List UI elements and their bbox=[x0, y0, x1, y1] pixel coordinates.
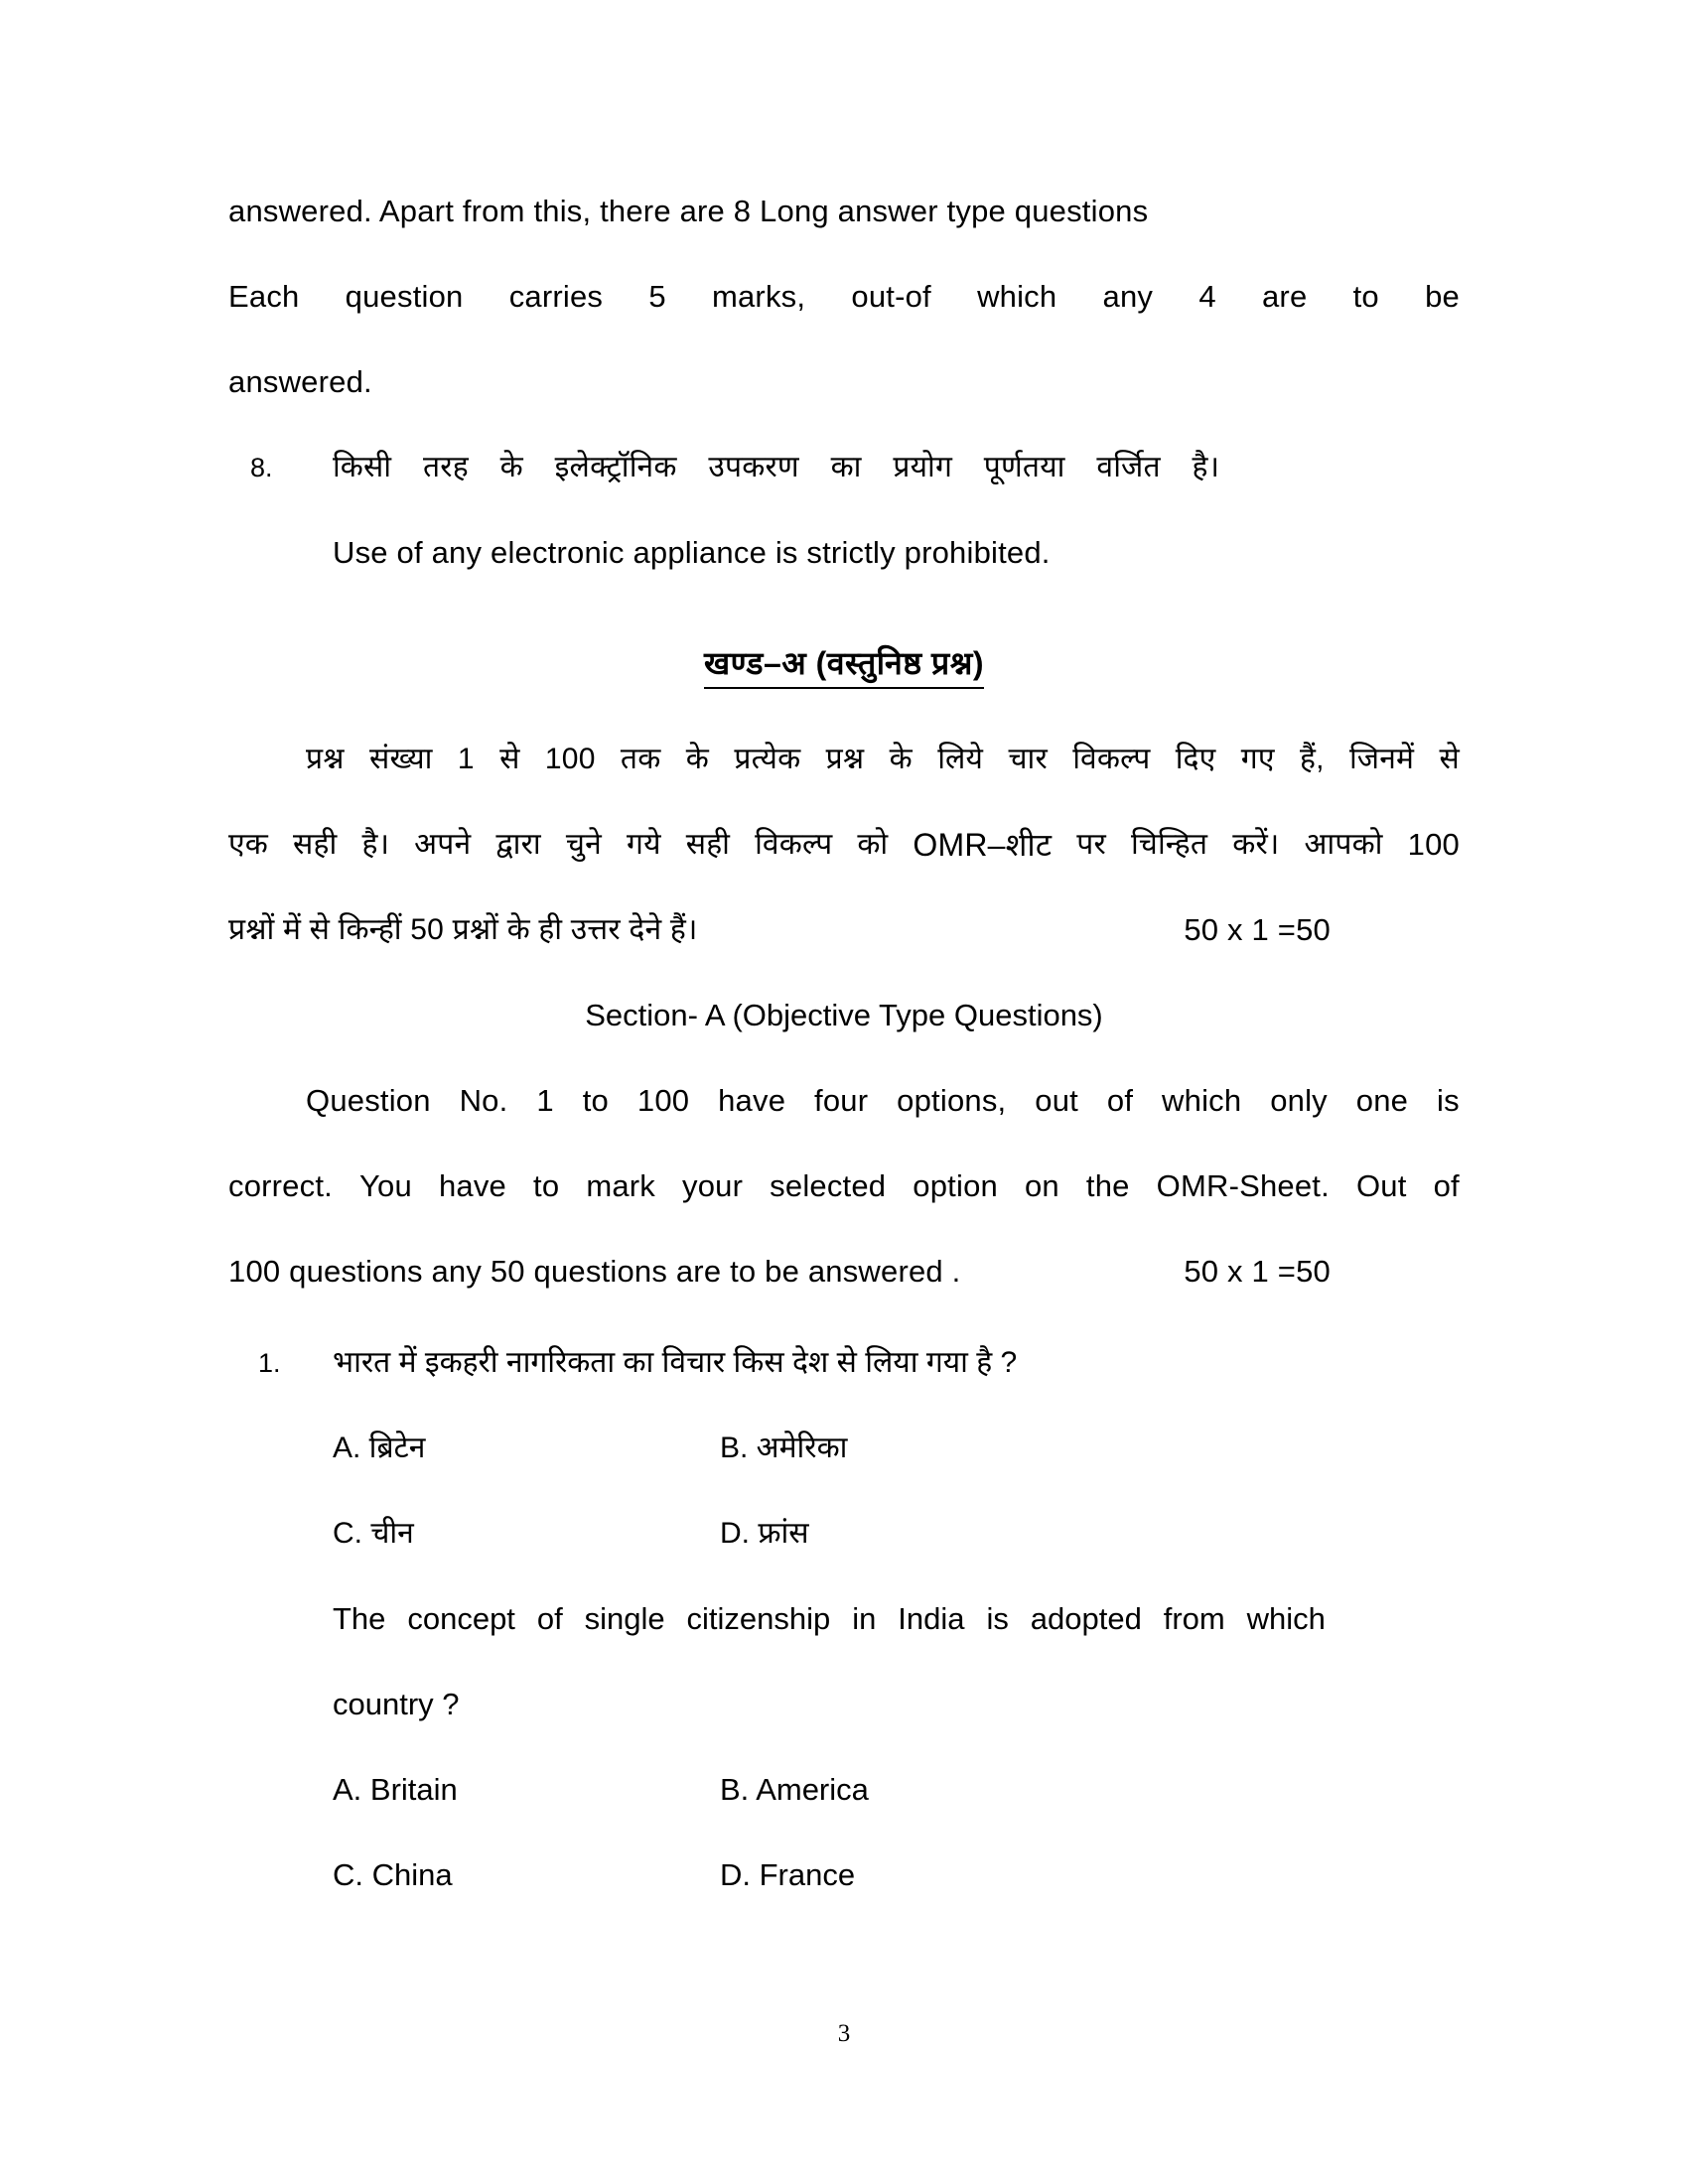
instructions-line-3: answered. bbox=[228, 364, 372, 399]
question-1-hindi-text: भारत में इकहरी नागरिकता का विचार किस देश से लिया गया है ? bbox=[333, 1346, 1018, 1379]
item-8-number: 8. bbox=[250, 453, 273, 482]
instructions-continued-paragraph bbox=[228, 169, 1460, 425]
item-8-hindi bbox=[333, 425, 1460, 510]
objective-english-marks: 50 x 1 =50 bbox=[1184, 1254, 1331, 1289]
section-heading-container bbox=[228, 641, 1460, 689]
instruction-item-8 bbox=[228, 425, 1460, 596]
option-d-english[interactable]: D. France bbox=[720, 1857, 856, 1892]
question-1-number: 1. bbox=[258, 1348, 281, 1378]
question-1-english-line-2: country ? bbox=[333, 1687, 460, 1721]
objective-hindi-line-3-text: प्रश्नों में से किन्हीं 50 प्रश्नों के ही उत्तर देने हैं। bbox=[228, 913, 698, 946]
objective-instructions-hindi bbox=[228, 717, 1460, 973]
objective-hindi-line-3 bbox=[228, 887, 1460, 973]
question-1-hindi-options bbox=[333, 1406, 1326, 1576]
question-1-english-options bbox=[333, 1747, 1326, 1918]
objective-instructions-english bbox=[228, 1058, 1460, 1314]
objective-english-line-3 bbox=[228, 1229, 1460, 1314]
section-heading-hindi: खण्ड–अ (वस्तुनिष्ठ प्रश्न) bbox=[704, 641, 984, 689]
page-content bbox=[228, 169, 1460, 1918]
question-1-english-line-1: The concept of single citizenship in India is adopted from which bbox=[333, 1601, 1326, 1636]
option-row-cd-hindi bbox=[333, 1491, 1326, 1576]
section-heading-english: Section- A (Objective Type Questions) bbox=[585, 998, 1103, 1032]
objective-english-line-3-text: 100 questions any 50 questions are to be answered . bbox=[228, 1254, 961, 1289]
option-row-ab-hindi bbox=[333, 1406, 1326, 1491]
option-c-hindi[interactable]: C. चीन bbox=[333, 1517, 414, 1550]
objective-english-line-1: Question No. 1 to 100 have four options, out of which only one is bbox=[306, 1083, 1460, 1118]
instructions-line-1: answered. Apart from this, there are 8 Long answer type questions bbox=[228, 194, 1149, 228]
objective-hindi-line-2: एक सही है। अपने द्वारा चुने गये सही विकल्प को OMR–शीट पर चिन्हित करें। आपको 100 bbox=[228, 827, 1460, 863]
option-d-hindi[interactable]: D. फ्रांस bbox=[720, 1517, 809, 1550]
objective-hindi-line-1: प्रश्न संख्या 1 से 100 तक के प्रत्येक प्रश्न के लिये चार विकल्प दिए गए हैं, जिनमें से bbox=[306, 743, 1460, 775]
question-1-hindi-row bbox=[228, 1320, 1460, 1406]
option-c-english[interactable]: C. China bbox=[333, 1857, 453, 1892]
option-row-cd-english bbox=[333, 1833, 1326, 1918]
item-8-english: Use of any electronic appliance is strictly prohibited. bbox=[333, 535, 1051, 570]
page-number: 3 bbox=[837, 2020, 851, 2047]
option-row-ab-english bbox=[333, 1747, 1326, 1833]
item-8-body bbox=[333, 425, 1460, 596]
instructions-line-2: Each question carries 5 marks, out-of which any 4 are to be bbox=[228, 279, 1460, 314]
option-a-english[interactable]: A. Britain bbox=[333, 1772, 458, 1807]
question-1 bbox=[228, 1320, 1460, 1918]
option-b-hindi[interactable]: B. अमेरिका bbox=[720, 1432, 848, 1464]
objective-english-line-2: correct. You have to mark your selected option on the OMR-Sheet. Out of bbox=[228, 1168, 1460, 1203]
objective-hindi-marks: 50 x 1 =50 bbox=[1184, 912, 1331, 947]
option-b-english[interactable]: B. America bbox=[720, 1772, 869, 1807]
question-1-english-text bbox=[333, 1576, 1326, 1747]
option-a-hindi[interactable]: A. ब्रिटेन bbox=[333, 1432, 426, 1464]
item-8-hindi-line: किसी तरह के इलेक्ट्रॉनिक उपकरण का प्रयोग पूर्णतया वर्जित है। bbox=[333, 451, 1220, 483]
